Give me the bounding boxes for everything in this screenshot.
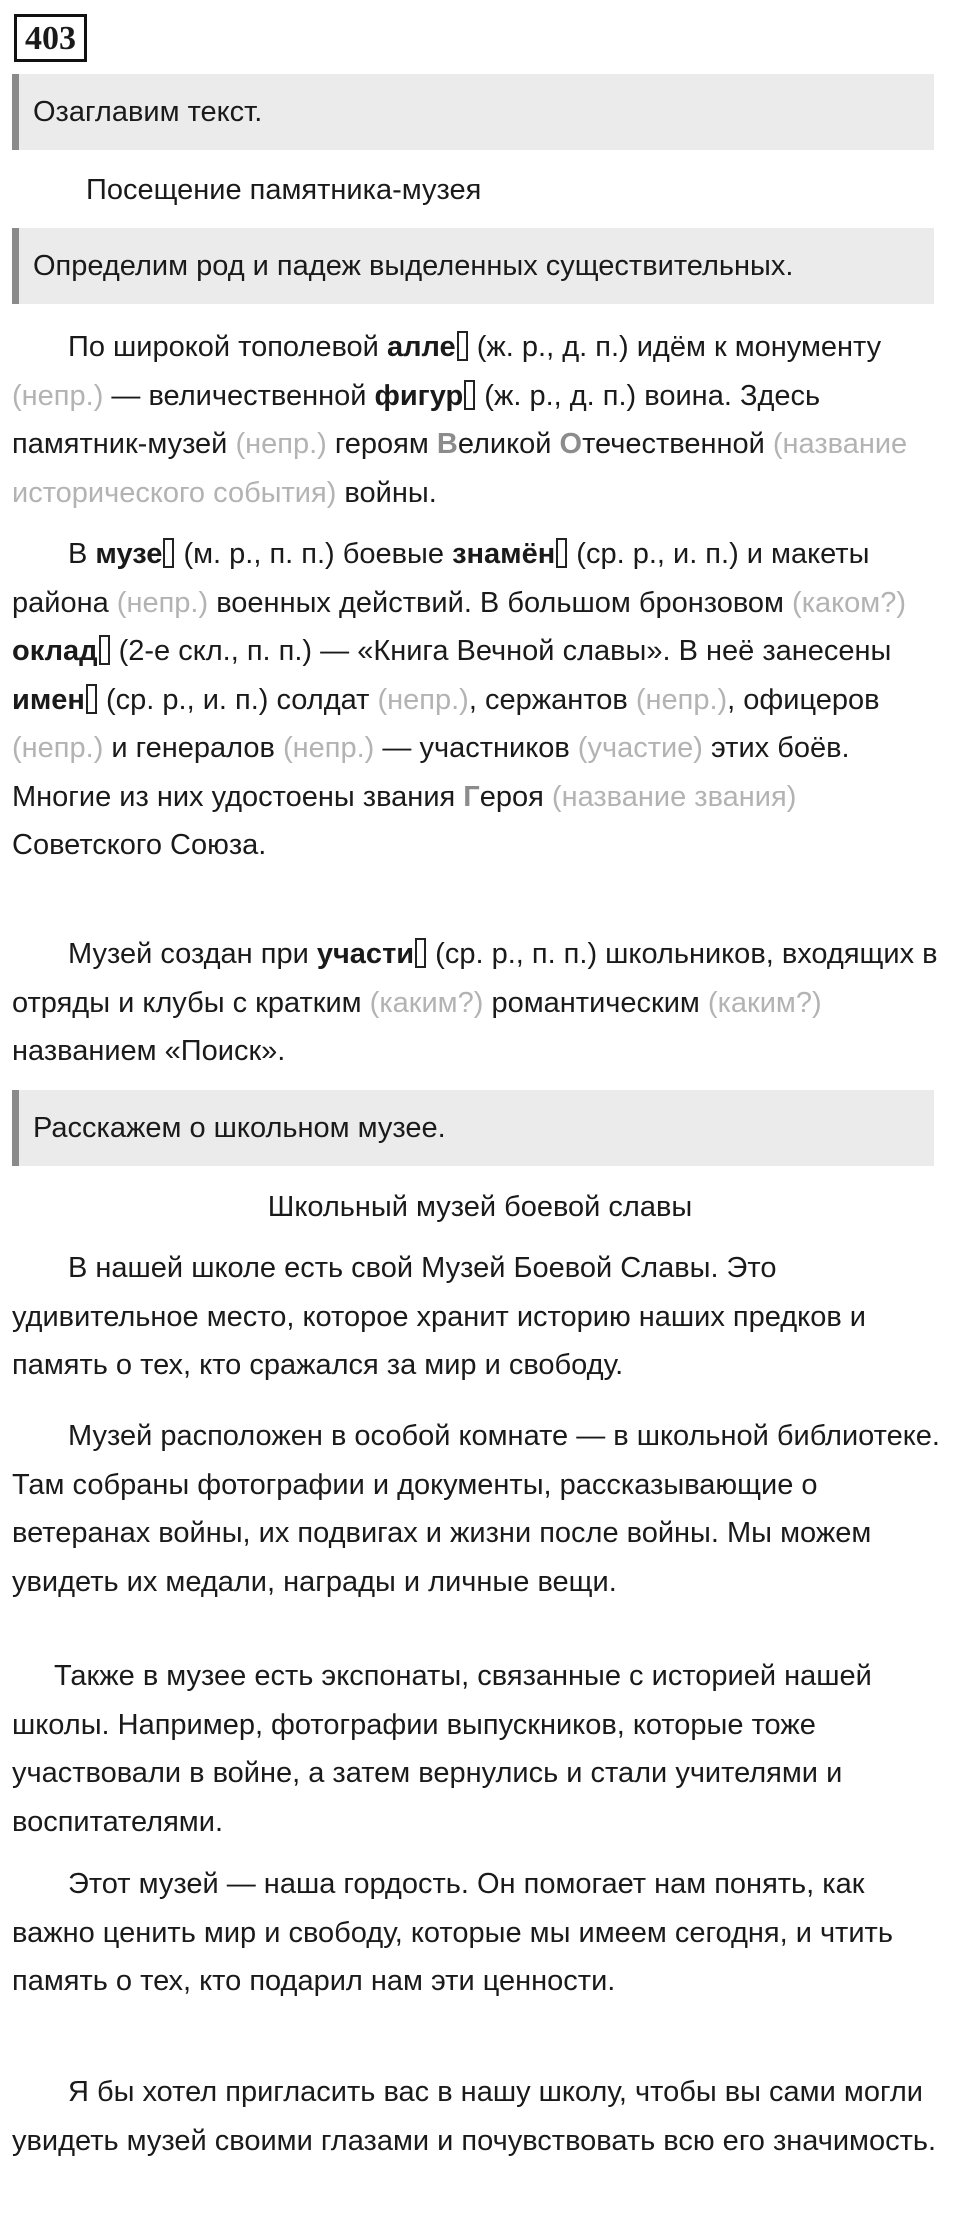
bold-word: алле bbox=[386, 331, 456, 363]
text: (2-е скл., п. п.) — «Книга Вечной славы». В неё занесены bbox=[110, 635, 892, 667]
text: В bbox=[68, 538, 96, 570]
hint: (каком?) bbox=[792, 586, 907, 619]
bold-word: участи bbox=[316, 938, 415, 970]
story-paragraph-4 bbox=[12, 1860, 942, 2006]
text bbox=[700, 987, 708, 1019]
story-paragraph-5 bbox=[12, 2068, 942, 2165]
text: войны. bbox=[336, 476, 437, 509]
text: течественной bbox=[582, 428, 773, 460]
section-heading-story: Расскажем о школьном музее. bbox=[12, 1090, 934, 1166]
bold-word: оклад bbox=[12, 635, 98, 667]
text: героям bbox=[326, 428, 437, 460]
text: этих боёв. Многие из них удостоены звания bbox=[12, 732, 850, 813]
text: (ж. р., д. п.) идём к монументу bbox=[468, 331, 882, 363]
text: романтическ bbox=[483, 986, 664, 1019]
ending-box bbox=[415, 938, 426, 968]
story-paragraph-1 bbox=[12, 1244, 942, 1390]
hint: (непр.) bbox=[12, 379, 104, 412]
hint: (непр.) bbox=[116, 586, 209, 619]
hint: (непр.) bbox=[12, 732, 104, 764]
bold-word: знамён bbox=[452, 538, 556, 570]
ending-box bbox=[457, 331, 468, 361]
story-paragraph-3 bbox=[12, 1652, 942, 1846]
text: названием «Поиск». bbox=[12, 1035, 286, 1067]
hint: (участие) bbox=[577, 732, 703, 764]
hint: (непр.) bbox=[282, 732, 375, 764]
text: — величественной bbox=[103, 379, 375, 412]
hint: (каким?) bbox=[707, 986, 822, 1019]
text: (ср. р., п. п.) школьников, входящих в отряды и клубы с кратк bbox=[12, 938, 938, 1019]
text: (ср. р., и. п.) и макеты района bbox=[12, 538, 870, 619]
ending-box bbox=[163, 538, 174, 568]
story-paragraph-2 bbox=[12, 1412, 942, 1606]
text: По широкой тополевой bbox=[68, 331, 387, 363]
text: и генералов bbox=[103, 732, 283, 764]
text: Также в музее есть экспонаты, связанные с историей нашей школы. Например, фотографии выпускников, которые тоже участвовали в войне, а затем вернулись и стали учителями и воспитателями. bbox=[12, 1660, 872, 1838]
text: ероя bbox=[479, 780, 552, 813]
hint: (непр.) bbox=[235, 428, 327, 460]
capital-letter: О bbox=[559, 428, 583, 460]
text-title: Посещение памятника-музея bbox=[86, 174, 482, 206]
text: Музей расположен в особой комнате — в школьной библиотеке. Там собраны фотографии и документы, рассказывающие о ветеранах войны, их подвигах и жизни после войны. Мы можем увидеть их медали, награды и личные вещи. bbox=[12, 1420, 940, 1598]
capital-letter: В bbox=[436, 428, 458, 460]
ending-box bbox=[99, 635, 110, 665]
text: (ж. р., д. п.) воина. Здесь памятник-музей bbox=[12, 379, 821, 460]
text: (ср. р., и. п.) солдат bbox=[97, 683, 378, 716]
hint: (название звания) bbox=[551, 780, 797, 813]
text: , офицеров bbox=[727, 683, 880, 716]
task-number: 403 bbox=[14, 14, 87, 62]
hint: (каким?) bbox=[369, 986, 484, 1019]
bold-word: фигур bbox=[374, 379, 464, 412]
section-heading-analysis: Определим род и падеж выделенных существительных. bbox=[12, 228, 934, 304]
ending-box bbox=[556, 538, 567, 568]
text: ом bbox=[747, 586, 793, 619]
ending-box bbox=[86, 684, 97, 714]
text: В нашей школе есть свой Музей Боевой Славы. Это удивительное место, которое хранит историю наших предков и память о тех, кто сражался за мир и свободу. bbox=[12, 1252, 866, 1381]
text: еликой bbox=[457, 428, 560, 460]
text: им bbox=[325, 986, 362, 1019]
hint: (непр.) bbox=[635, 683, 728, 716]
analysis-paragraph-2 bbox=[12, 530, 942, 870]
text bbox=[362, 987, 370, 1019]
analysis-paragraph-1 bbox=[12, 323, 942, 517]
text: им bbox=[663, 986, 700, 1019]
text: Музей создан при bbox=[68, 938, 317, 970]
section-heading-title: Озаглавим текст. bbox=[12, 74, 934, 150]
text: Я бы хотел пригласить вас в нашу школу, чтобы вы сами могли увидеть музей своими глазами и почувствовать всю его значимость. bbox=[12, 2076, 937, 2157]
bold-word: музе bbox=[95, 538, 163, 570]
text: — участников bbox=[374, 732, 578, 764]
bold-word: имен bbox=[12, 683, 85, 716]
ending-box bbox=[464, 380, 475, 410]
text: Этот музей — наша гордость. Он помогает нам понять, как важно ценить мир и свободу, которые мы имеем сегодня, и чтить память о тех, кто подарил нам эти ценности. bbox=[12, 1868, 893, 1997]
text: Советского Союза. bbox=[12, 829, 267, 861]
analysis-paragraph-3 bbox=[12, 930, 942, 1076]
story-title: Школьный музей боевой славы bbox=[267, 1191, 693, 1223]
text: , сержантов bbox=[468, 683, 636, 716]
text: военных действий. В больш bbox=[208, 586, 595, 619]
hint: (название исторического события) bbox=[12, 428, 908, 509]
text: ом бронзов bbox=[594, 586, 748, 619]
text: (м. р., п. п.) боевые bbox=[175, 538, 453, 570]
capital-letter: Г bbox=[463, 780, 480, 813]
hint: (непр.) bbox=[377, 683, 469, 716]
